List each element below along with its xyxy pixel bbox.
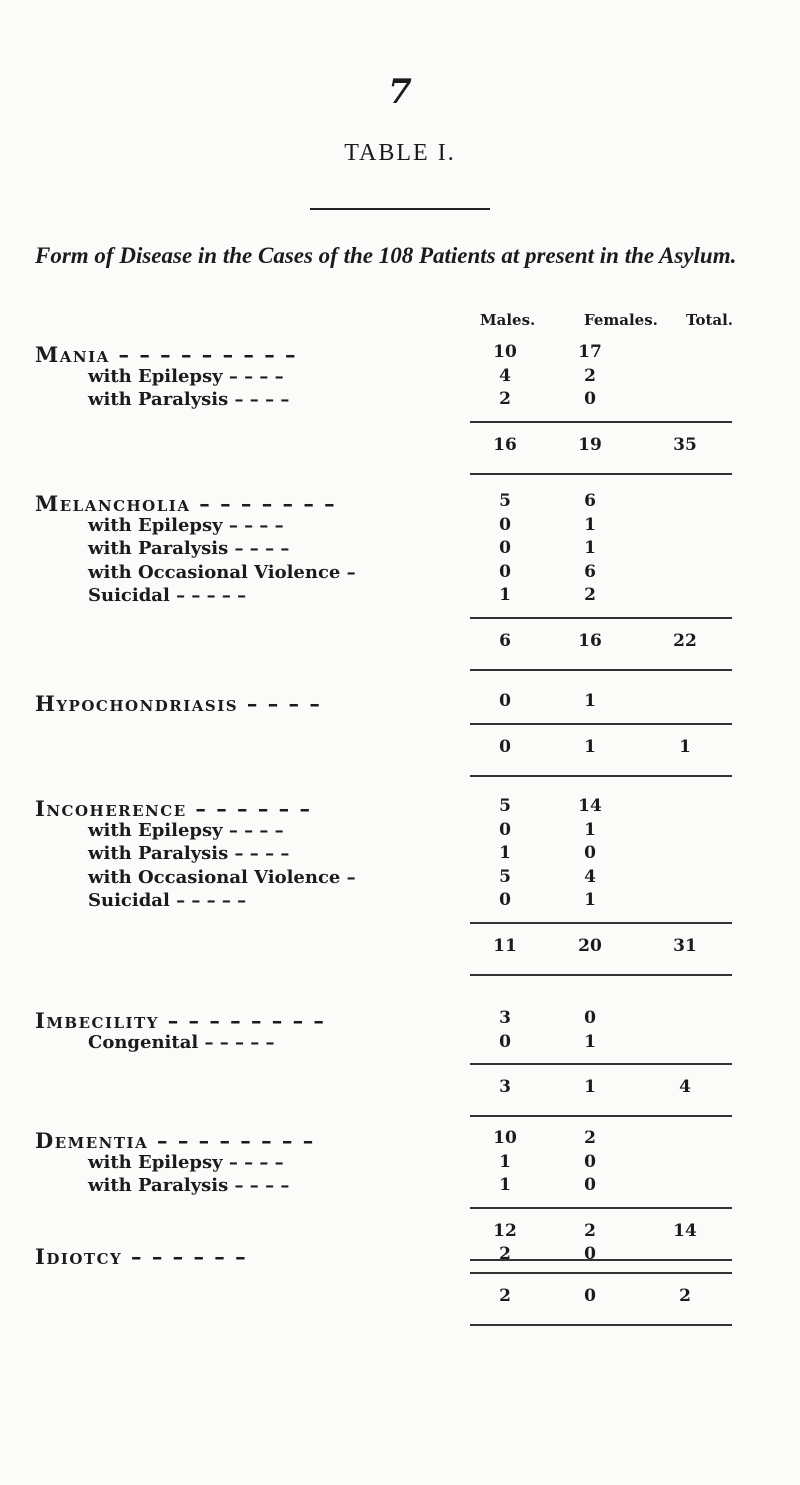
group-total: 14 [673,1220,697,1241]
males-value: 2 [499,1244,511,1264]
disease-label: Mania – – – – – – – – – [35,342,298,367]
table-row [0,538,800,564]
subtotal-row [0,737,800,763]
males-value: 3 [499,1008,511,1028]
subtype-label: with Epilepsy – – – – [88,819,284,841]
females-value: 1 [584,1031,596,1052]
subtotal-row [0,1221,800,1247]
subtotal-row [0,631,800,657]
males-value: 0 [499,1031,511,1052]
subtotal-rule [470,775,732,777]
females-value: 2 [584,365,596,386]
males-value: 0 [499,514,511,535]
page-number: 7 [388,72,412,112]
subtotal-rule [470,1272,732,1274]
subtotal-row [0,936,800,962]
males-subtotal: 0 [499,736,511,757]
group-total: 4 [679,1077,691,1097]
subtotal-rule [470,1324,732,1326]
group-total: 22 [673,630,697,651]
males-subtotal: 12 [493,1220,517,1241]
females-value: 1 [584,691,596,711]
males-value: 1 [499,1175,511,1195]
males-subtotal: 2 [499,1285,511,1306]
group-total: 35 [673,434,697,455]
males-value: 1 [499,843,511,863]
disease-label: Incoherence – – – – – – [35,796,312,821]
group-total: 31 [673,935,697,956]
males-value: 0 [499,890,511,910]
males-value: 0 [499,561,511,582]
column-header-males: Males. [480,311,536,329]
title-rule [310,208,490,210]
subtotal-rule [470,473,732,475]
subtype-label: with Occasional Violence – [88,561,356,583]
males-value: 0 [499,538,511,558]
subtype-label: with Epilepsy – – – – [88,1151,284,1173]
females-subtotal: 1 [584,736,596,757]
males-subtotal: 11 [493,935,517,956]
table-row [0,1008,800,1034]
subtotal-rule [470,723,732,725]
subtype-label: with Epilepsy – – – – [88,365,284,387]
females-value: 1 [584,890,596,910]
subtype-label: Congenital – – – – – [88,1031,275,1053]
table-title: TABLE I. [344,140,456,166]
males-value: 10 [493,1128,517,1148]
subtotal-rule [470,669,732,671]
disease-label: Hypochondriasis – – – – [35,691,322,716]
females-value: 1 [584,514,596,535]
table-row [0,1175,800,1201]
table-row [0,1128,800,1154]
table-row [0,1152,800,1178]
males-value: 5 [499,491,511,511]
subtype-label: Suicidal – – – – – [88,585,247,606]
table-row [0,843,800,869]
females-subtotal: 20 [578,935,602,956]
table-caption: Form of Disease in the Cases of the 108 Patients at present in the Asylum. [35,243,737,268]
males-value: 5 [499,866,511,887]
females-value: 6 [584,491,596,511]
subtotal-rule [470,974,732,976]
females-value: 6 [584,561,596,582]
subtype-label: with Paralysis – – – – [88,538,290,559]
females-value: 1 [584,538,596,558]
group-total: 1 [679,736,691,757]
females-subtotal: 2 [584,1220,596,1241]
disease-label: Idiotcy – – – – – – [35,1244,248,1269]
subtotal-rule [470,1063,732,1065]
females-subtotal: 19 [578,434,602,455]
males-value: 1 [499,1151,511,1172]
table-row [0,491,800,517]
table-row [0,562,800,588]
table-row [0,867,800,893]
subtotal-rule [470,1115,732,1117]
subtotal-rule [470,922,732,924]
subtype-label: with Epilepsy – – – – [88,514,284,536]
table-row [0,342,800,368]
females-subtotal: 0 [584,1285,596,1306]
table-row [0,389,800,415]
females-value: 0 [584,1008,596,1028]
females-value: 0 [584,843,596,863]
subtype-label: with Paralysis – – – – [88,389,290,410]
females-subtotal: 1 [584,1077,596,1097]
subtotal-row [0,1077,800,1103]
disease-label: Imbecility – – – – – – – – [35,1008,326,1033]
females-value: 0 [584,1151,596,1172]
males-value: 0 [499,691,511,711]
column-header-total: Total. [686,311,734,329]
males-subtotal: 6 [499,630,511,651]
subtotal-row [0,435,800,461]
disease-label: Melancholia – – – – – – – [35,491,337,516]
subtotal-rule [470,617,732,619]
subtype-label: with Paralysis – – – – [88,843,290,864]
females-value: 0 [584,389,596,409]
column-header-females: Females. [584,311,658,329]
males-value: 4 [499,365,511,386]
subtotal-rule [470,1207,732,1209]
subtype-label: with Occasional Violence – [88,866,356,888]
table-row [0,796,800,822]
table-row [0,515,800,541]
females-value: 1 [584,819,596,840]
females-value: 14 [578,796,602,816]
males-value: 1 [499,585,511,605]
males-subtotal: 3 [499,1077,511,1097]
table-row [0,820,800,846]
males-value: 10 [493,342,517,362]
females-value: 4 [584,866,596,887]
females-value: 0 [584,1244,596,1264]
subtype-label: Suicidal – – – – – [88,890,247,911]
table-row [0,1032,800,1058]
subtotal-rule [470,421,732,423]
females-value: 17 [578,342,602,362]
females-value: 2 [584,585,596,605]
females-value: 2 [584,1128,596,1148]
males-subtotal: 16 [493,434,517,455]
males-value: 5 [499,796,511,816]
subtype-label: with Paralysis – – – – [88,1175,290,1196]
table-row [0,691,800,717]
males-value: 0 [499,819,511,840]
table-row [0,890,800,916]
females-value: 0 [584,1175,596,1195]
table-row [0,585,800,611]
group-total: 2 [679,1285,691,1306]
table-row [0,366,800,392]
females-subtotal: 16 [578,630,602,651]
males-value: 2 [499,389,511,409]
disease-label: Dementia – – – – – – – – [35,1128,315,1153]
subtotal-row [0,1286,800,1312]
table-row [0,1244,800,1270]
